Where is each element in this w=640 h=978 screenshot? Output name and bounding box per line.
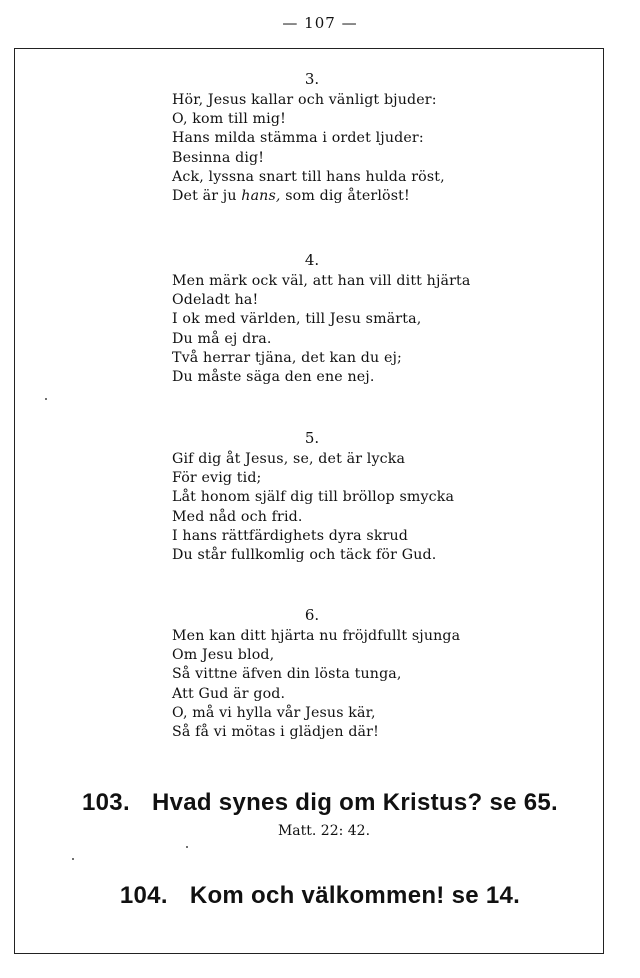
- verse-line: Att Gud är god.: [172, 685, 286, 702]
- verse-line: För evig tid;: [172, 470, 262, 487]
- verse-line: O, kom till mig!: [172, 111, 286, 128]
- hymn-title: Hvad synes dig om Kristus? se 65.: [151, 789, 558, 816]
- verse-number: 6.: [304, 606, 320, 624]
- verse-line: I hans rättfärdighets dyra skrud: [172, 527, 409, 544]
- verse-line: Så få vi mötas i glädjen där!: [172, 724, 379, 741]
- verse-number: 5.: [304, 429, 320, 447]
- hymn-title: Kom och välkommen! se 14.: [189, 882, 521, 909]
- verse-line: Två herrar tjäna, det kan du ej;: [172, 349, 402, 366]
- verse-6: [172, 606, 472, 742]
- verse-line: Du må ej dra.: [172, 330, 272, 347]
- verse-number: 4.: [304, 251, 320, 269]
- verse-4: [172, 251, 472, 387]
- scripture-reference: Matt. 22: 42.: [277, 823, 371, 839]
- verse-3: [172, 70, 472, 206]
- print-speck: [72, 858, 74, 860]
- verse-line: Låt honom själf dig till bröllop smycka: [172, 489, 455, 506]
- print-speck: [45, 398, 47, 400]
- verse-line: Hans milda stämma i ordet ljuder:: [172, 130, 424, 147]
- print-speck: [186, 846, 188, 848]
- verse-line: Hör, Jesus kallar och vänligt bjuder:: [172, 92, 437, 108]
- verse-line: Om Jesu blod,: [172, 647, 275, 664]
- verse-5: [172, 429, 472, 565]
- verse-line: I ok med världen, till Jesu smärta,: [172, 311, 422, 328]
- verse-line: Med nåd och frid.: [172, 508, 303, 525]
- emphasized-word: hans,: [241, 188, 281, 205]
- hymn-104-heading: [0, 882, 640, 910]
- verse-line: Så vittne äfven din lösta tunga,: [172, 666, 402, 683]
- verse-line: Besinna dig!: [172, 149, 265, 166]
- verse-line: Men kan ditt hjärta nu fröjdfullt sjunga: [172, 628, 461, 644]
- hymn-number: 104.: [119, 882, 168, 909]
- verse-line-part: Det är ju: [172, 188, 242, 205]
- verse-line: Du måste säga den ene nej.: [172, 369, 375, 386]
- verse-line: O, må vi hylla vår Jesus kär,: [172, 704, 376, 721]
- hymn-103-heading: [0, 789, 640, 817]
- verse-line: Ack, lyssna snart till hans hulda röst,: [172, 168, 445, 185]
- verse-number: 3.: [304, 70, 320, 88]
- verse-line: Men märk ock väl, att han vill ditt hjärta: [172, 273, 471, 289]
- hymn-number: 103.: [82, 789, 130, 816]
- verse-line: Du står fullkomlig och täck för Gud.: [172, 547, 437, 564]
- verse-line: Gif dig åt Jesus, se, det är lycka: [172, 451, 406, 467]
- verse-line-emphasis: [172, 187, 472, 206]
- verse-line-part: som dig återlöst!: [280, 188, 410, 205]
- page-number: — 107 —: [282, 14, 358, 32]
- verse-line: Odeladt ha!: [172, 292, 259, 309]
